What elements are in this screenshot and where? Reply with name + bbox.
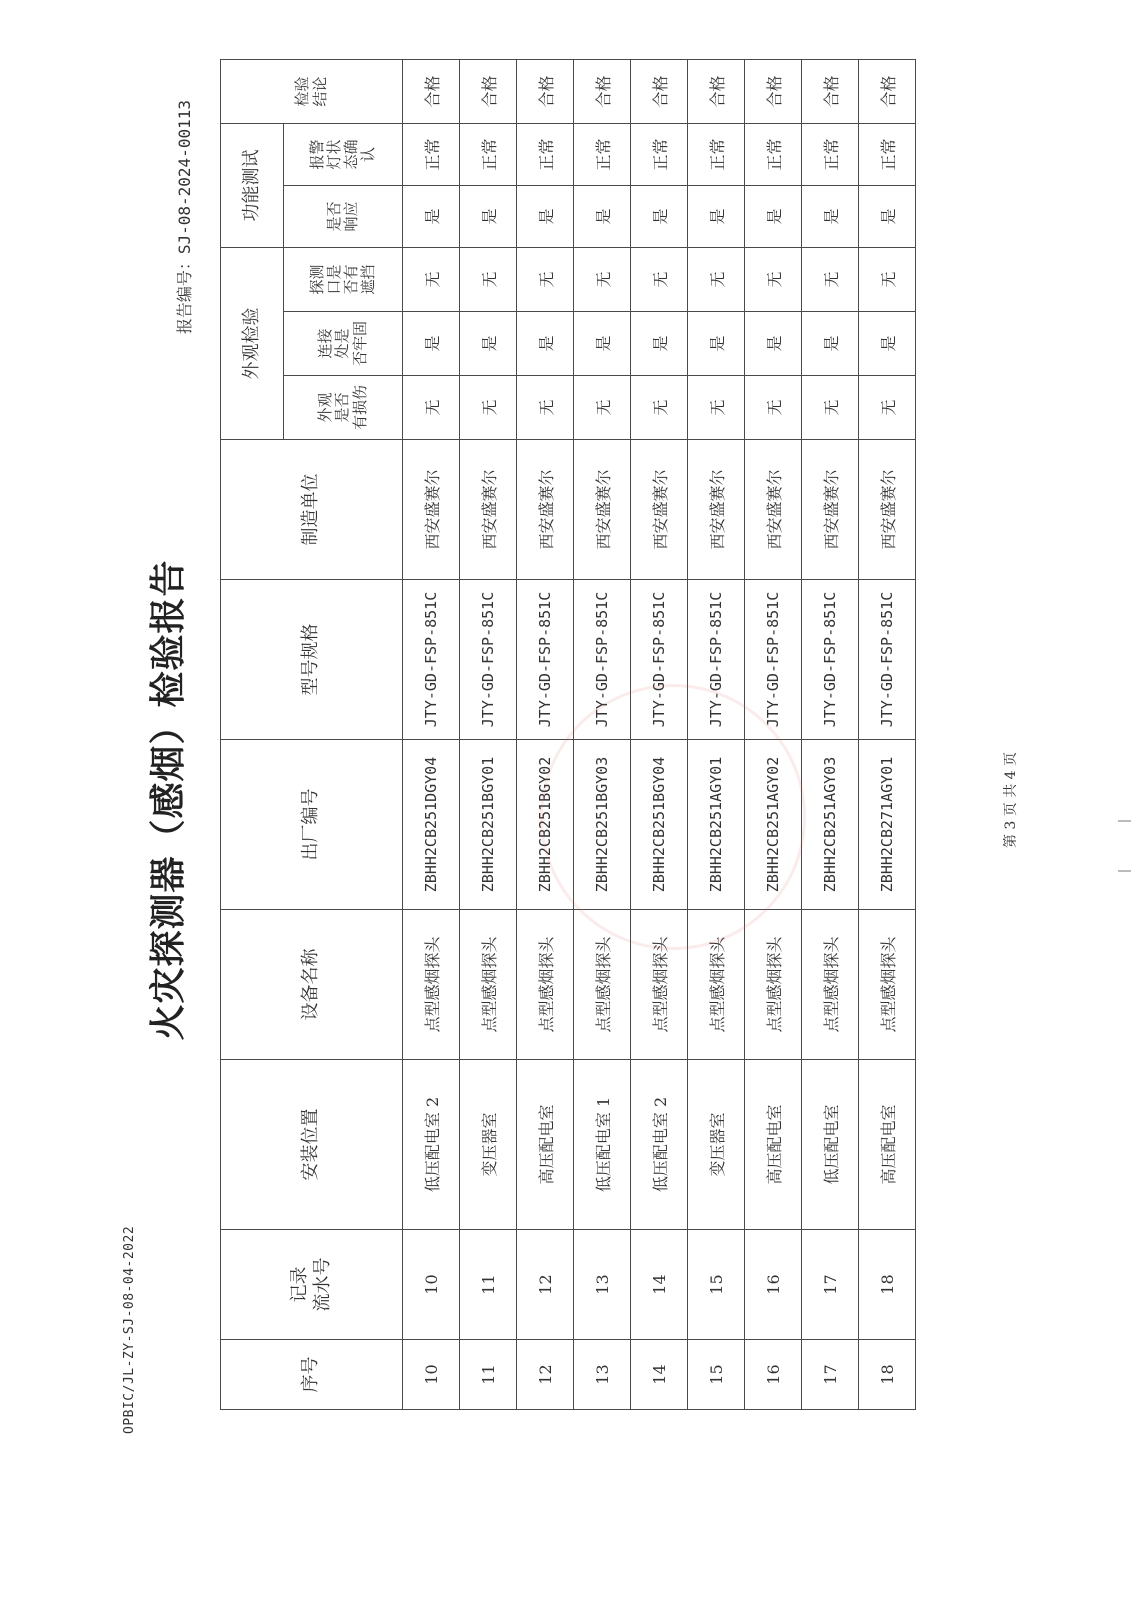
cell-serial: ZBHH2CB251AGY01 bbox=[688, 740, 745, 910]
header-row-1 bbox=[221, 60, 284, 1410]
cell-appearance-connect: 是 bbox=[688, 312, 745, 376]
table-body bbox=[403, 60, 916, 1410]
cell-seq: 18 bbox=[859, 1340, 916, 1410]
cell-appearance-damage: 无 bbox=[574, 376, 631, 440]
cell-serial: ZBHH2CB251BGY02 bbox=[517, 740, 574, 910]
cell-appearance-connect: 是 bbox=[802, 312, 859, 376]
col-model: 型号规格 bbox=[221, 580, 403, 740]
cell-function-alarm: 正常 bbox=[574, 124, 631, 186]
cell-function-alarm: 正常 bbox=[460, 124, 517, 186]
cell-seq: 11 bbox=[460, 1340, 517, 1410]
cell-model: JTY-GD-FSP-851C bbox=[745, 580, 802, 740]
page-title: 火灾探测器（感烟）检验报告 bbox=[147, 559, 189, 1041]
cell-seq: 10 bbox=[403, 1340, 460, 1410]
cell-device: 点型感烟探头 bbox=[745, 910, 802, 1060]
cell-model: JTY-GD-FSP-851C bbox=[631, 580, 688, 740]
cell-appearance-damage: 无 bbox=[403, 376, 460, 440]
cell-record-no: 18 bbox=[859, 1230, 916, 1340]
cell-conclusion: 合格 bbox=[745, 60, 802, 124]
cell-appearance-shield: 无 bbox=[403, 248, 460, 312]
cell-location: 低压配电室 1 bbox=[574, 1060, 631, 1230]
cell-serial: ZBHH2CB251BGY01 bbox=[460, 740, 517, 910]
cell-serial: ZBHH2CB251AGY02 bbox=[745, 740, 802, 910]
cell-appearance-shield: 无 bbox=[745, 248, 802, 312]
cell-function-alarm: 正常 bbox=[745, 124, 802, 186]
cell-function-response: 是 bbox=[517, 186, 574, 248]
cell-record-no: 11 bbox=[460, 1230, 517, 1340]
col-serial: 出厂编号 bbox=[221, 740, 403, 910]
col-conclusion: 检验 结论 bbox=[221, 60, 403, 124]
cell-function-response: 是 bbox=[859, 186, 916, 248]
page-footer: 第 3 页 共 4 页 bbox=[1003, 751, 1019, 849]
table-row bbox=[745, 60, 802, 1410]
cell-conclusion: 合格 bbox=[403, 60, 460, 124]
cell-serial: ZBHH2CB271AGY01 bbox=[859, 740, 916, 910]
cell-record-no: 17 bbox=[802, 1230, 859, 1340]
cell-appearance-connect: 是 bbox=[631, 312, 688, 376]
cell-model: JTY-GD-FSP-851C bbox=[574, 580, 631, 740]
table-row bbox=[688, 60, 745, 1410]
cell-model: JTY-GD-FSP-851C bbox=[460, 580, 517, 740]
edge-mark bbox=[1118, 820, 1131, 822]
col-maker: 制造单位 bbox=[221, 440, 403, 580]
cell-seq: 17 bbox=[802, 1340, 859, 1410]
cell-appearance-shield: 无 bbox=[460, 248, 517, 312]
cell-seq: 12 bbox=[517, 1340, 574, 1410]
cell-model: JTY-GD-FSP-851C bbox=[517, 580, 574, 740]
cell-function-alarm: 正常 bbox=[859, 124, 916, 186]
cell-function-alarm: 正常 bbox=[631, 124, 688, 186]
cell-device: 点型感烟探头 bbox=[802, 910, 859, 1060]
cell-device: 点型感烟探头 bbox=[688, 910, 745, 1060]
cell-record-no: 15 bbox=[688, 1230, 745, 1340]
edge-mark bbox=[1118, 870, 1131, 872]
cell-model: JTY-GD-FSP-851C bbox=[403, 580, 460, 740]
table-row bbox=[574, 60, 631, 1410]
cell-record-no: 14 bbox=[631, 1230, 688, 1340]
cell-maker: 西安盛赛尔 bbox=[460, 440, 517, 580]
cell-function-response: 是 bbox=[460, 186, 517, 248]
cell-device: 点型感烟探头 bbox=[859, 910, 916, 1060]
cell-seq: 13 bbox=[574, 1340, 631, 1410]
col-appearance-group: 外观检验 bbox=[221, 248, 284, 440]
cell-model: JTY-GD-FSP-851C bbox=[688, 580, 745, 740]
cell-appearance-connect: 是 bbox=[460, 312, 517, 376]
cell-record-no: 16 bbox=[745, 1230, 802, 1340]
cell-maker: 西安盛赛尔 bbox=[574, 440, 631, 580]
cell-appearance-connect: 是 bbox=[517, 312, 574, 376]
cell-location: 高压配电室 bbox=[517, 1060, 574, 1230]
cell-appearance-shield: 无 bbox=[574, 248, 631, 312]
cell-appearance-damage: 无 bbox=[802, 376, 859, 440]
col-location: 安装位置 bbox=[221, 1060, 403, 1230]
cell-appearance-connect: 是 bbox=[859, 312, 916, 376]
cell-function-response: 是 bbox=[631, 186, 688, 248]
col-function-response: 是否 响应 bbox=[284, 186, 403, 248]
cell-device: 点型感烟探头 bbox=[574, 910, 631, 1060]
cell-conclusion: 合格 bbox=[517, 60, 574, 124]
cell-maker: 西安盛赛尔 bbox=[802, 440, 859, 580]
col-function-group: 功能测试 bbox=[221, 124, 284, 248]
cell-maker: 西安盛赛尔 bbox=[631, 440, 688, 580]
col-appearance-damage: 外观 是否 有损伤 bbox=[284, 376, 403, 440]
cell-serial: ZBHH2CB251DGY04 bbox=[403, 740, 460, 910]
cell-appearance-connect: 是 bbox=[745, 312, 802, 376]
col-seq: 序号 bbox=[221, 1340, 403, 1410]
cell-seq: 14 bbox=[631, 1340, 688, 1410]
cell-location: 低压配电室 2 bbox=[631, 1060, 688, 1230]
cell-device: 点型感烟探头 bbox=[631, 910, 688, 1060]
cell-record-no: 13 bbox=[574, 1230, 631, 1340]
cell-appearance-damage: 无 bbox=[460, 376, 517, 440]
cell-appearance-damage: 无 bbox=[859, 376, 916, 440]
cell-serial: ZBHH2CB251BGY04 bbox=[631, 740, 688, 910]
cell-seq: 16 bbox=[745, 1340, 802, 1410]
cell-conclusion: 合格 bbox=[688, 60, 745, 124]
cell-appearance-damage: 无 bbox=[517, 376, 574, 440]
cell-device: 点型感烟探头 bbox=[517, 910, 574, 1060]
cell-appearance-shield: 无 bbox=[517, 248, 574, 312]
table-row bbox=[631, 60, 688, 1410]
cell-appearance-shield: 无 bbox=[802, 248, 859, 312]
cell-appearance-shield: 无 bbox=[688, 248, 745, 312]
col-function-alarm: 报警 灯状 态确 认 bbox=[284, 124, 403, 186]
cell-conclusion: 合格 bbox=[574, 60, 631, 124]
cell-appearance-shield: 无 bbox=[859, 248, 916, 312]
cell-function-response: 是 bbox=[688, 186, 745, 248]
cell-seq: 15 bbox=[688, 1340, 745, 1410]
cell-model: JTY-GD-FSP-851C bbox=[859, 580, 916, 740]
cell-function-alarm: 正常 bbox=[802, 124, 859, 186]
cell-appearance-damage: 无 bbox=[745, 376, 802, 440]
cell-maker: 西安盛赛尔 bbox=[745, 440, 802, 580]
cell-location: 变压器室 bbox=[460, 1060, 517, 1230]
form-code: OPBIC/JL-ZY-SJ-08-04-2022 bbox=[122, 1225, 137, 1434]
cell-location: 低压配电室 bbox=[802, 1060, 859, 1230]
cell-location: 高压配电室 bbox=[745, 1060, 802, 1230]
inspection-table bbox=[220, 59, 916, 1410]
cell-model: JTY-GD-FSP-851C bbox=[802, 580, 859, 740]
table-row bbox=[802, 60, 859, 1410]
col-appearance-shield: 探测 口是 否有 遮挡 bbox=[284, 248, 403, 312]
cell-maker: 西安盛赛尔 bbox=[688, 440, 745, 580]
cell-maker: 西安盛赛尔 bbox=[517, 440, 574, 580]
cell-function-alarm: 正常 bbox=[403, 124, 460, 186]
cell-conclusion: 合格 bbox=[631, 60, 688, 124]
cell-device: 点型感烟探头 bbox=[403, 910, 460, 1060]
cell-record-no: 10 bbox=[403, 1230, 460, 1340]
table-row bbox=[403, 60, 460, 1410]
report-number: 报告编号：SJ-08-2024-00113 bbox=[175, 100, 194, 335]
table-row bbox=[859, 60, 916, 1410]
cell-function-response: 是 bbox=[574, 186, 631, 248]
col-appearance-connect: 连接 处是 否牢固 bbox=[284, 312, 403, 376]
cell-conclusion: 合格 bbox=[859, 60, 916, 124]
cell-location: 高压配电室 bbox=[859, 1060, 916, 1230]
cell-record-no: 12 bbox=[517, 1230, 574, 1340]
cell-serial: ZBHH2CB251AGY03 bbox=[802, 740, 859, 910]
cell-appearance-damage: 无 bbox=[631, 376, 688, 440]
cell-device: 点型感烟探头 bbox=[460, 910, 517, 1060]
cell-appearance-connect: 是 bbox=[574, 312, 631, 376]
cell-location: 变压器室 bbox=[688, 1060, 745, 1230]
cell-appearance-shield: 无 bbox=[631, 248, 688, 312]
cell-function-alarm: 正常 bbox=[688, 124, 745, 186]
table-row bbox=[460, 60, 517, 1410]
cell-conclusion: 合格 bbox=[460, 60, 517, 124]
cell-function-response: 是 bbox=[802, 186, 859, 248]
cell-appearance-connect: 是 bbox=[403, 312, 460, 376]
table-row bbox=[517, 60, 574, 1410]
cell-appearance-damage: 无 bbox=[688, 376, 745, 440]
cell-function-alarm: 正常 bbox=[517, 124, 574, 186]
cell-function-response: 是 bbox=[745, 186, 802, 248]
cell-function-response: 是 bbox=[403, 186, 460, 248]
cell-conclusion: 合格 bbox=[802, 60, 859, 124]
cell-location: 低压配电室 2 bbox=[403, 1060, 460, 1230]
col-device: 设备名称 bbox=[221, 910, 403, 1060]
cell-maker: 西安盛赛尔 bbox=[859, 440, 916, 580]
col-record-no: 记录 流水号 bbox=[221, 1230, 403, 1340]
cell-serial: ZBHH2CB251BGY03 bbox=[574, 740, 631, 910]
cell-maker: 西安盛赛尔 bbox=[403, 440, 460, 580]
